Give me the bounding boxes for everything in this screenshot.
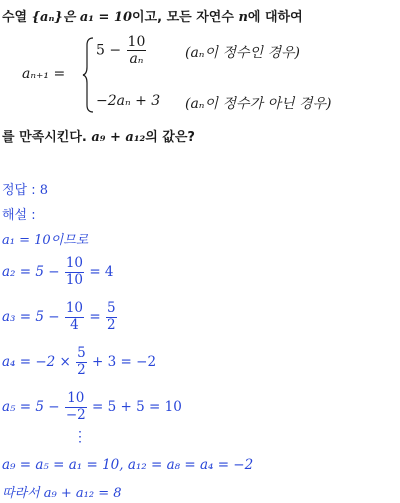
recurrence-lhs: aₙ₊₁ = <box>22 66 66 82</box>
problem-text-prefix: 수열 <box>2 10 28 25</box>
explanation-label: 해설 : <box>2 208 36 223</box>
case1-expr: 5 − <box>96 42 122 59</box>
step-a5 <box>2 391 182 423</box>
case1-fraction <box>127 34 147 67</box>
case1-numerator: 10 <box>127 34 146 50</box>
sequence-notation: {aₙ}은 <box>31 10 76 25</box>
step-a3-equals: = <box>89 309 101 326</box>
vertical-ellipsis: ⋮ <box>73 429 87 445</box>
step-a2-numerator: 10 <box>65 255 84 271</box>
recurrence-case-1 <box>96 34 147 67</box>
question-suffix: 의 값은? <box>145 130 195 145</box>
conclusion: 따라서 a₉ + a₁₂ = 8 <box>2 486 122 501</box>
case2-condition: (aₙ이 정수가 아닌 경우) <box>185 96 332 112</box>
problem-text-suffix: 에 대하여 <box>247 10 303 25</box>
step-a3-result-denominator: 2 <box>106 316 116 333</box>
question-expression: a₉ + a₁₂ <box>91 130 146 145</box>
step-a3-numerator: 10 <box>65 300 84 316</box>
step-a2-denominator: 10 <box>65 271 84 288</box>
case1-denominator: aₙ <box>129 51 144 68</box>
step-a3-fraction <box>65 301 84 333</box>
problem-question <box>2 126 195 145</box>
step-a4-fraction <box>76 346 87 378</box>
answer-value: 8 <box>39 183 49 198</box>
step-a5-lhs: a₅ = 5 − <box>2 399 60 416</box>
step-a4-rhs: + 3 = −2 <box>92 354 157 371</box>
case1-condition: (aₙ이 정수인 경우) <box>185 45 300 61</box>
step-a3-denominator: 4 <box>70 316 79 333</box>
step-a3-lhs: a₃ = 5 − <box>2 309 60 326</box>
step-a3 <box>2 301 118 333</box>
answer-label: 정답 : <box>2 183 36 198</box>
problem-line-1 <box>2 6 303 25</box>
step-a2-fraction <box>65 256 84 288</box>
step-a2-rhs: = 4 <box>89 264 114 281</box>
step-a5-fraction <box>65 391 87 423</box>
step-periodic: a₉ = a₅ = a₁ = 10, a₁₂ = a₈ = a₄ = −2 <box>2 457 254 473</box>
step-a2 <box>2 256 114 288</box>
step-a5-denominator: −2 <box>65 406 86 423</box>
left-brace-icon <box>82 37 94 113</box>
recurrence-case-2: −2aₙ + 3 <box>96 93 161 109</box>
step-a2-lhs: a₂ = 5 − <box>2 264 60 281</box>
step-a4-lhs: a₄ = −2 × <box>2 354 71 371</box>
problem-text-mid: 이고, 모든 자연수 <box>132 10 234 25</box>
question-prefix: 를 만족시킨다. <box>2 130 87 145</box>
initial-term: a₁ = 10 <box>79 10 132 25</box>
step-a3-result-fraction <box>106 301 117 333</box>
step-a4-denominator: 2 <box>77 361 86 378</box>
step-a3-result-numerator: 5 <box>106 300 116 316</box>
answer-line <box>2 179 48 198</box>
step-a5-rhs: = 5 + 5 = 10 <box>92 399 182 416</box>
step-a1: a₁ = 10이므로 <box>2 233 89 248</box>
step-a4-numerator: 5 <box>77 345 86 361</box>
step-a4 <box>2 346 156 378</box>
step-a5-numerator: 10 <box>65 391 87 408</box>
variable-n: n <box>238 10 248 25</box>
